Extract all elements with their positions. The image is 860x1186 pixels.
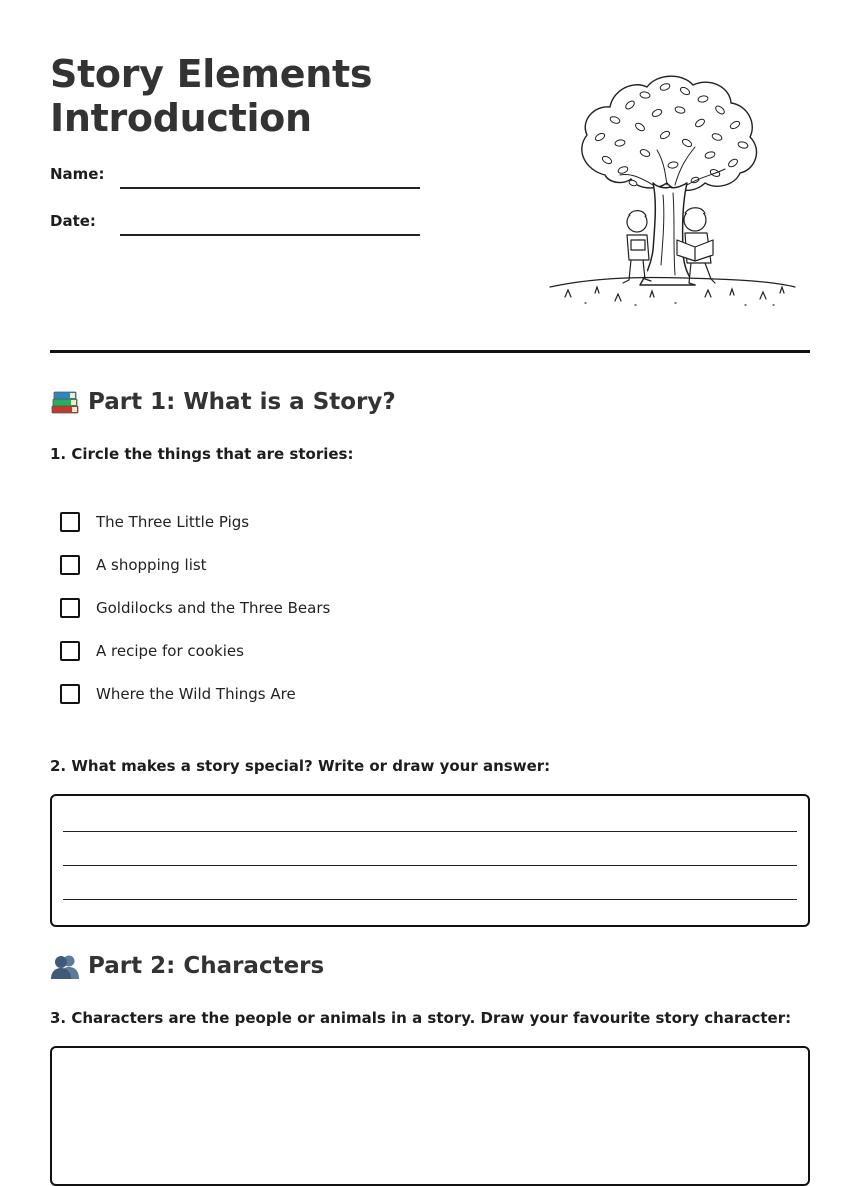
- worksheet-title: [50, 52, 470, 140]
- name-field[interactable]: [120, 187, 420, 189]
- books-icon: [50, 388, 80, 416]
- option-three-little-pigs[interactable]: [60, 510, 249, 534]
- date-label: Date:: [50, 212, 96, 230]
- option-label: A shopping list: [96, 556, 207, 574]
- part1-title: Part 1: What is a Story?: [88, 389, 396, 415]
- question-2: 2. What makes a story special? Write or draw your answer:: [50, 757, 551, 775]
- writing-line: [63, 831, 797, 832]
- question-1: 1. Circle the things that are stories:: [50, 445, 354, 463]
- option-label: Where the Wild Things Are: [96, 685, 296, 703]
- writing-line: [63, 899, 797, 900]
- drawing-box-question-3[interactable]: [50, 1046, 810, 1186]
- title-line-1: Story Elements: [50, 52, 373, 96]
- option-goldilocks[interactable]: [60, 596, 330, 620]
- name-label: Name:: [50, 165, 105, 183]
- checkbox[interactable]: [60, 641, 80, 661]
- title-line-2: Introduction: [50, 96, 312, 140]
- option-label: Goldilocks and the Three Bears: [96, 599, 331, 617]
- tree-illustration: [545, 65, 800, 315]
- checkbox[interactable]: [60, 555, 80, 575]
- option-wild-things[interactable]: [60, 682, 296, 706]
- people-icon: [50, 952, 80, 980]
- option-recipe-for-cookies[interactable]: [60, 639, 244, 663]
- checkbox[interactable]: [60, 512, 80, 532]
- question-3: 3. Characters are the people or animals in a story. Draw your favourite story character:: [50, 1009, 792, 1027]
- checkbox[interactable]: [60, 684, 80, 704]
- option-label: A recipe for cookies: [96, 642, 244, 660]
- answer-box-question-2[interactable]: [50, 794, 810, 927]
- part1-heading: [50, 388, 396, 416]
- option-shopping-list[interactable]: [60, 553, 207, 577]
- header-divider: [50, 350, 810, 353]
- part2-title: Part 2: Characters: [88, 953, 325, 979]
- writing-line: [63, 865, 797, 866]
- date-field[interactable]: [120, 234, 420, 236]
- option-label: The Three Little Pigs: [96, 513, 250, 531]
- part2-heading: [50, 952, 324, 980]
- checkbox[interactable]: [60, 598, 80, 618]
